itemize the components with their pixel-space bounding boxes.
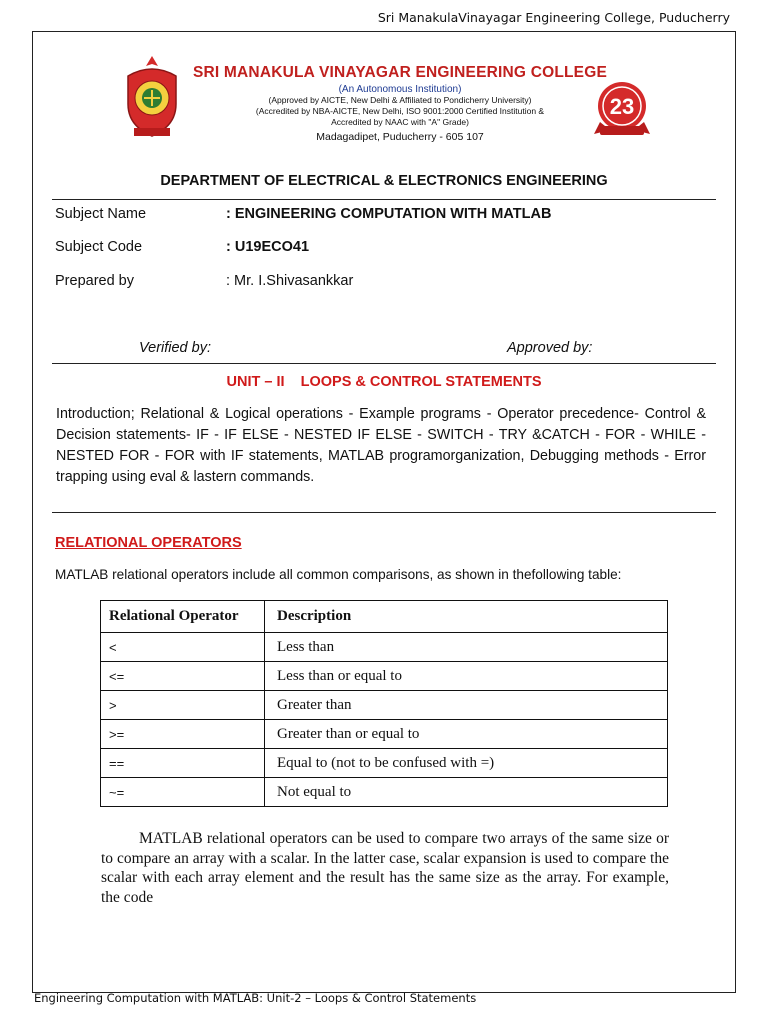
college-accreditation-2: Accredited by NAAC with "A" Grade): [331, 117, 469, 127]
header-cell-operator: Relational Operator: [101, 601, 265, 633]
department-title: DEPARTMENT OF ELECTRICAL & ELECTRONICS ENGINEERING: [160, 173, 608, 189]
operator-cell: >=: [101, 720, 265, 749]
divider: [52, 512, 716, 513]
approved-by-label: Approved by:: [507, 340, 593, 356]
subject-code-value: : U19ECO41: [226, 239, 310, 255]
description-cell: Less than: [265, 633, 668, 662]
table-row: [101, 720, 668, 749]
divider: [52, 199, 716, 200]
syllabus-intro: Introduction; Relational & Logical operations - Example programs - Operator precedence- Control & Decision statements- IF - IF ELSE - NESTED IF ELSE - SWITCH - TRY &CATCH - FOR - WHILE - NESTED FOR - FOR with IF statements, MATLAB programorganization, Debugging methods - Error trapping using eval & lastern commands.: [56, 406, 706, 485]
body-paragraph: MATLAB relational operators can be used to compare two arrays of the same size or to compare an array with a scalar. In the latter case, scalar expansion is used to compare the scalar with each array element and the result has the same size as the array. For example, the code: [101, 830, 669, 906]
running-footer: Engineering Computation with MATLAB: Unit-2 – Loops & Control Statements: [34, 991, 477, 1005]
subject-name-value: : ENGINEERING COMPUTATION WITH MATLAB: [226, 206, 552, 222]
section-intro-text: MATLAB relational operators include all common comparisons, as shown in thefollowing table:: [55, 567, 622, 582]
college-emblem-icon: [122, 54, 182, 140]
verified-by-label: Verified by:: [139, 340, 211, 356]
college-subtitle: (An Autonomous Institution): [338, 84, 462, 95]
table-row: [101, 662, 668, 691]
table-row: [101, 633, 668, 662]
subject-code-label: Subject Code: [55, 239, 143, 255]
unit-title: UNIT – II LOOPS & CONTROL STATEMENTS: [226, 374, 542, 390]
section-title: RELATIONAL OPERATORS: [55, 535, 242, 551]
prepared-by-label: Prepared by: [55, 273, 134, 289]
relational-operators-table: [100, 600, 668, 807]
college-name: SRI MANAKULA VINAYAGAR ENGINEERING COLLEGE: [192, 64, 608, 81]
table-header-row: [101, 601, 668, 633]
description-cell: Not equal to: [265, 778, 668, 807]
header-cell-description: Description: [265, 601, 668, 633]
college-heading: [190, 64, 610, 143]
college-accreditation-1: (Accredited by NBA-AICTE, New Delhi, ISO 9001:2000 Certified Institution &: [255, 106, 545, 116]
running-header: Sri ManakulaVinayagar Engineering College, Puducherry: [377, 10, 730, 25]
badge-number: 23: [609, 94, 635, 119]
description-cell: Equal to (not to be confused with =): [265, 749, 668, 778]
divider: [52, 363, 716, 364]
operator-cell: <=: [101, 662, 265, 691]
college-approval: (Approved by AICTE, New Delhi & Affiliated to Pondicherry University): [268, 95, 532, 105]
operator-cell: ~=: [101, 778, 265, 807]
description-cell: Greater than: [265, 691, 668, 720]
anniversary-badge-icon: [590, 78, 654, 140]
table-row: [101, 691, 668, 720]
subject-name-label: Subject Name: [55, 206, 147, 222]
table-row: [101, 778, 668, 807]
operator-cell: >: [101, 691, 265, 720]
prepared-by-value: : Mr. I.Shivasankkar: [226, 273, 354, 289]
description-cell: Greater than or equal to: [265, 720, 668, 749]
description-cell: Less than or equal to: [265, 662, 668, 691]
operator-cell: <: [101, 633, 265, 662]
table-row: [101, 749, 668, 778]
college-address: Madagadipet, Puducherry - 605 107: [316, 131, 484, 143]
operator-cell: ==: [101, 749, 265, 778]
